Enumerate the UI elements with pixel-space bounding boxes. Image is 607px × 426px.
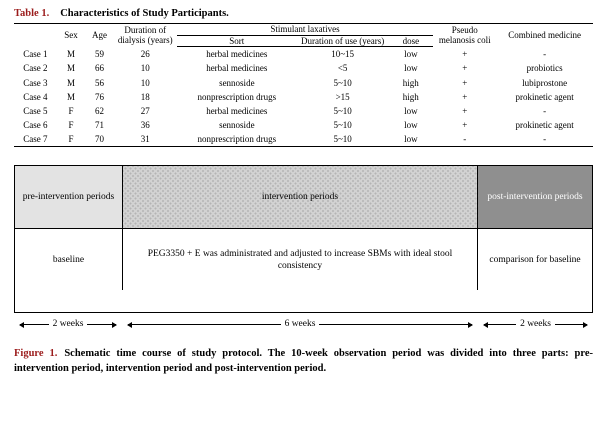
cell-age: 62 (94, 106, 104, 116)
band-post-intervention: post-intervention periods (478, 166, 592, 228)
cell-sort: herbal medicines (206, 63, 268, 74)
cell-combined: prokinetic agent (515, 91, 574, 102)
cell-dose: low (404, 106, 418, 116)
table-header-row-group (14, 24, 593, 36)
cell-age: 66 (94, 63, 104, 74)
table-caption-text: Characteristics of Study Participants. (60, 8, 229, 19)
cell-dose: low (404, 63, 418, 74)
table-row (14, 104, 593, 118)
duration-label-intervention: 6 weeks (281, 319, 320, 329)
figure-period-bands (15, 166, 592, 228)
cell-dose: high (402, 77, 419, 88)
cell-dialysis: 31 (114, 132, 177, 147)
cell-case: Case 1 (23, 49, 48, 59)
th-duration-dialysis: Duration of dialysis (years) (114, 24, 177, 47)
cell-administration: PEG3350 + E was administrated and adjusted to increase SBMs with ideal stool consistency (123, 229, 478, 290)
cell-sort: nonprescription drugs (197, 91, 277, 102)
cell-dose: low (404, 49, 418, 60)
th-combined-medicine: Combined medicine (496, 24, 593, 47)
th-sort: Sort (177, 36, 297, 47)
participants-table-body (14, 47, 593, 147)
cell-sex: M (66, 63, 75, 74)
cell-sex: F (68, 106, 74, 116)
figure-duration-arrows (14, 313, 593, 335)
table-row (14, 118, 593, 132)
th-pseudo-melanosis-coli: Pseudo melanosis coli (433, 24, 496, 47)
cell-combined: - (543, 106, 547, 116)
table-row (14, 132, 593, 147)
figure-caption-text: Schematic time course of study protocol. The 10-week observation period was divided into three parts: pre-intervention period, intervention period and post-intervention period. (14, 348, 593, 374)
table-caption (14, 8, 593, 19)
cell-pseudo: + (462, 120, 468, 131)
figure-description-row (15, 228, 592, 290)
duration-label-pre: 2 weeks (49, 319, 88, 329)
study-protocol-figure (14, 165, 593, 313)
cell-sex: M (66, 77, 75, 88)
cell-combined: probiotics (526, 63, 563, 74)
cell-pseudo: + (462, 106, 468, 116)
cell-use: 5~10 (333, 106, 352, 116)
table-row (14, 76, 593, 90)
th-case (14, 24, 57, 47)
cell-combined: - (496, 132, 593, 147)
cell-age: 76 (94, 91, 104, 102)
th-age: Age (85, 24, 113, 47)
cell-sort: herbal medicines (206, 49, 268, 60)
th-sex: Sex (57, 24, 85, 47)
cell-case: Case 4 (23, 91, 48, 102)
duration-label-post: 2 weeks (516, 319, 555, 329)
table-row (14, 47, 593, 62)
duration-arrow-post (478, 313, 593, 335)
cell-use: 5~10 (297, 132, 389, 147)
cell-pseudo: + (462, 77, 468, 88)
band-pre-intervention: pre-intervention periods (15, 166, 123, 228)
cell-pseudo: + (462, 91, 468, 102)
table-caption-label: Table 1. (14, 8, 50, 19)
cell-baseline: baseline (15, 229, 123, 290)
cell-combined: - (543, 49, 547, 59)
table-row (14, 61, 593, 75)
cell-dose: low (388, 132, 433, 147)
cell-case: Case 5 (23, 106, 48, 116)
cell-dose: high (402, 91, 419, 102)
figure-caption-label: Figure 1. (14, 348, 58, 360)
cell-sex: F (57, 132, 85, 147)
cell-dialysis: 10 (140, 77, 150, 88)
cell-dialysis: 26 (140, 49, 150, 59)
cell-use: 10~15 (331, 49, 355, 60)
cell-sort: nonprescription drugs (177, 132, 297, 147)
cell-pseudo: + (462, 63, 468, 74)
th-group-stimulant-laxatives: Stimulant laxatives (177, 24, 433, 36)
cell-use: <5 (337, 63, 348, 74)
cell-dialysis: 36 (140, 120, 150, 131)
participants-table (14, 23, 593, 147)
cell-case: Case 6 (23, 120, 48, 131)
cell-case: Case 2 (23, 63, 48, 74)
cell-case: Case 7 (14, 132, 57, 147)
cell-sex: M (66, 49, 75, 59)
cell-combined: prokinetic agent (515, 120, 574, 131)
cell-use: 5~10 (333, 120, 352, 131)
cell-combined: lubiprostone (522, 77, 568, 88)
cell-pseudo: + (462, 49, 468, 59)
cell-dialysis: 10 (140, 63, 150, 74)
cell-age: 59 (94, 49, 104, 59)
duration-arrow-intervention (122, 313, 478, 335)
cell-dialysis: 18 (140, 91, 150, 102)
cell-sex: M (66, 91, 75, 102)
cell-sort: sennoside (219, 120, 255, 131)
band-intervention: intervention periods (123, 166, 478, 228)
th-dose: dose (388, 36, 433, 47)
cell-age: 70 (85, 132, 113, 147)
cell-age: 71 (94, 120, 104, 131)
figure-caption (14, 347, 593, 375)
cell-age: 56 (94, 77, 104, 88)
cell-sort: sennoside (219, 77, 255, 88)
cell-case: Case 3 (23, 77, 48, 88)
th-duration-of-use: Duration of use (years) (297, 36, 389, 47)
cell-dialysis: 27 (140, 106, 150, 116)
duration-arrow-pre (14, 313, 122, 335)
cell-dose: low (404, 120, 418, 131)
cell-sort: herbal medicines (206, 106, 268, 116)
cell-use: 5~10 (333, 77, 352, 88)
cell-comparison: comparison for baseline (478, 229, 592, 290)
cell-use: >15 (335, 91, 350, 102)
cell-pseudo: - (433, 132, 496, 147)
cell-sex: F (68, 120, 74, 131)
table-row (14, 90, 593, 104)
